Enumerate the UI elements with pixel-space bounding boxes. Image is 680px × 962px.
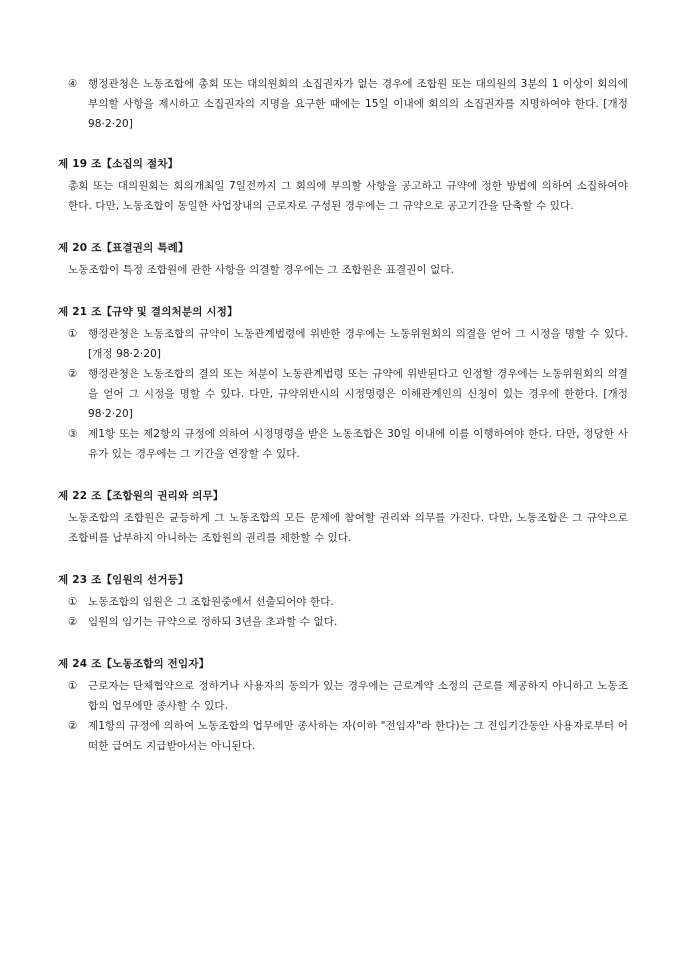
article-20 [58,240,628,280]
article-item [68,716,628,756]
article-paragraph: 노동조합의 조합원은 균등하게 그 노동조합의 모든 문제에 참여할 권리와 의무를 가진다. 다만, 노동조합은 그 규약으로 조합비를 납부하지 아니하는 조합원의 권리를 제한할 수 있다. [68,512,628,544]
item-number: ① [68,596,78,608]
article-item [68,324,628,364]
article-23 [58,572,628,632]
item-text: 근로자는 단체협약으로 정하거나 사용자의 동의가 있는 경우에는 근로계약 소정의 근로를 제공하지 아니하고 노동조합의 업무에만 종사할 수 있다. [88,680,628,712]
article-22 [58,488,628,548]
item-text: 노동조합의 임원은 그 조합원중에서 선출되어야 한다. [88,596,334,608]
article-title: 제 22 조【조합원의 권리와 의무】 [58,490,224,502]
item-text: 행정관청은 노동조합의 결의 또는 처분이 노동관계법령 또는 규약에 위반된다고 인정할 경우에는 노동위원회의 의결을 얻어 그 시정을 명할 수 있다. 다만, 규약위반시의 시정명령은 이해관계인의 신청이 있는 경우에 한한다. [개정 98·2·20] [88,368,628,420]
article-24 [58,656,628,756]
article-item [68,676,628,716]
article-18-item-4 [68,74,628,134]
item-number: ① [68,680,78,692]
article-item [68,592,628,612]
item-text: 행정관청은 노동조합의 규약이 노동관계법령에 위반한 경우에는 노동위원회의 의결을 얻어 그 시정을 명할 수 있다. [개정 98·2·20] [88,328,628,360]
article-paragraph: 총회 또는 대의원회는 회의개최일 7일전까지 그 회의에 부의할 사항을 공고하고 규약에 정한 방법에 의하여 소집하여야 한다. 다만, 노동조합이 동일한 사업장내의 근로자로 구성된 경우에는 그 규약으로 공고기간을 단축할 수 있다. [68,180,628,212]
item-number: ① [68,328,78,340]
item-text: 제1항의 규정에 의하여 노동조합의 업무에만 종사하는 자(이하 "전임자"라 한다)는 그 전임기간동안 사용자로부터 어떠한 급여도 지급받아서는 아니된다. [88,720,628,752]
article-title: 제 21 조【규약 및 결의처분의 시정】 [58,306,238,318]
item-text: 제1항 또는 제2항의 규정에 의하여 시정명령을 받은 노동조합은 30일 이내에 이를 이행하여야 한다. 다만, 정당한 사유가 있는 경우에는 그 기간을 연장할 수 있다. [88,428,628,460]
article-title: 제 24 조【노동조합의 전임자】 [58,658,210,670]
item-number: ② [68,720,78,732]
article-21 [58,304,628,464]
item-number: ② [68,368,78,380]
article-item [68,364,628,424]
article-title: 제 23 조【임원의 선거등】 [58,574,189,586]
article-title: 제 19 조【소집의 절차】 [58,158,179,170]
article-item [68,424,628,464]
article-paragraph: 노동조합이 특정 조합원에 관한 사항을 의결할 경우에는 그 조합원은 표결권이 없다. [68,264,455,276]
item-text: 행정관청은 노동조합에 총회 또는 대의원회의 소집권자가 없는 경우에 조합원 또는 대의원의 3분의 1 이상이 회의에 부의할 사항을 제시하고 소집권자의 지명을 요구한 때에는 15일 이내에 회의의 소집권자를 지명하여야 한다. [개정 98·2·20] [88,78,628,130]
article-title: 제 20 조【표결권의 특례】 [58,242,189,254]
article-19 [58,156,628,216]
item-number: ② [68,616,78,628]
article-item [68,612,628,632]
item-number: ④ [68,78,78,90]
item-text: 임원의 임기는 규약으로 정하되 3년을 초과할 수 없다. [88,616,338,628]
item-number: ③ [68,428,78,440]
